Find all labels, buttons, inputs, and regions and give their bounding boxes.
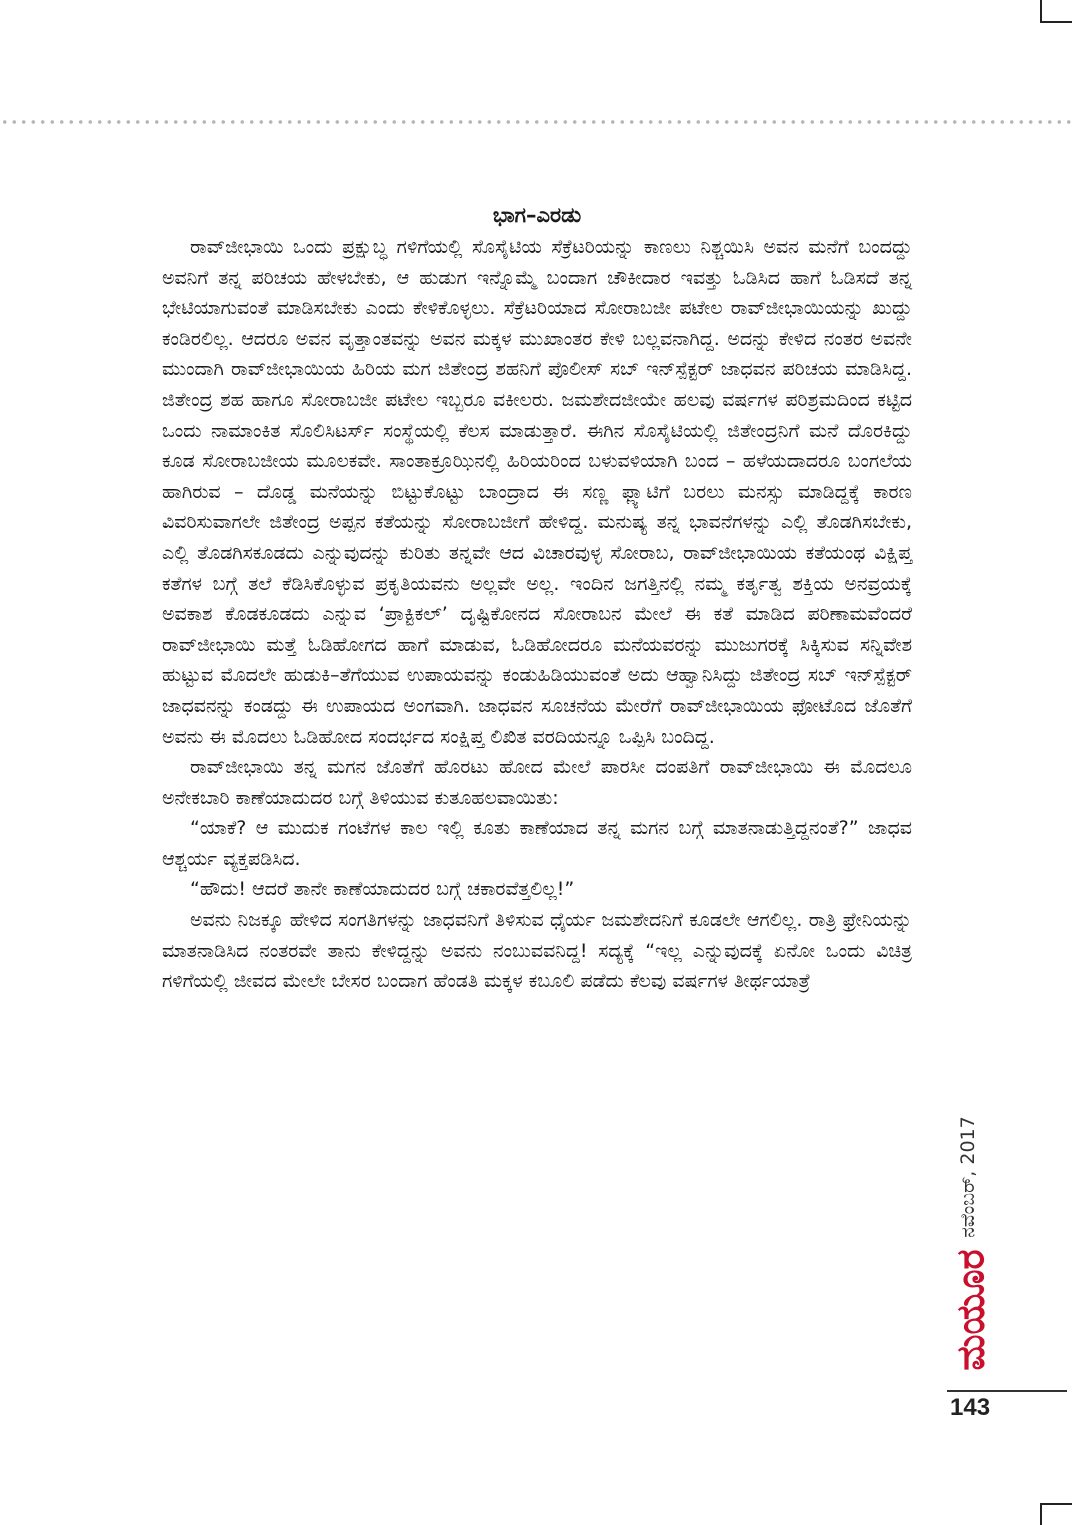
crop-mark-bottom-horizontal: [1040, 1503, 1072, 1505]
issue-date: [950, 1097, 986, 1257]
crop-mark-bottom-vertical: [1040, 1503, 1042, 1525]
crop-mark-top-horizontal: [1040, 21, 1072, 23]
crop-mark-top-vertical: [1040, 0, 1042, 22]
magazine-logo: [948, 1240, 994, 1380]
page-number-rule: [947, 1390, 1067, 1392]
paragraph-4: “ಹೌದು! ಆದರೆ ತಾನೇ ಕಾಣೆಯಾದುದರ ಬಗ್ಗೆ ಚಕಾರವೆತ್ತಲಿಲ್ಲ!”: [190, 878, 575, 901]
paragraph-3: “ಯಾಕೆ? ಆ ಮುದುಕ ಗಂಟೆಗಳ ಕಾಲ ಇಲ್ಲಿ ಕೂತು ಕಾಣೆಯಾದ ತನ್ನ ಮಗನ ಬಗ್ಗೆ ಮಾತನಾಡುತ್ತಿದ್ದನಂತೆ?” ಜಾಧವ ಆಶ್ಚರ್ಯ ವ್ಯಕ್ತಪಡಿಸಿದ.: [162, 817, 912, 870]
paragraph-5: ಅವನು ನಿಜಕ್ಕೂ ಹೇಳಿದ ಸಂಗತಿಗಳನ್ನು ಜಾಧವನಿಗೆ ತಿಳಿಸುವ ಧೈರ್ಯ ಜಮಶೇದನಿಗೆ ಕೂಡಲೇ ಆಗಲಿಲ್ಲ. ರಾತ್ರಿ ಫ್ರೇನಿಯನ್ನು ಮಾತನಾಡಿಸಿದ ನಂತರವೇ ತಾನು ಕೇಳಿದ್ದನ್ನು ಅವನು ನಂಬುವವನಿದ್ದ! ಸದ್ಯಕ್ಕೆ “ಇಲ್ಲ ಎನ್ನುವುದಕ್ಕೆ ಏನೋ ಒಂದು ವಿಚಿತ್ರ ಗಳಿಗೆಯಲ್ಲಿ ಜೀವದ ಮೇಲೇ ಬೇಸರ ಬಂದಾಗ ಹೆಂಡತಿ ಮಕ್ಕಳ ಕಬೂಲಿ ಪಡೆದು ಕೆಲವು ವರ್ಷಗಳ ತೀರ್ಥಯಾತ್ರೆ: [162, 909, 912, 993]
article-body: [162, 200, 912, 997]
dotted-separator: [0, 119, 1072, 125]
magazine-name-text: ಮಯೂರ: [948, 1249, 993, 1371]
issue-date-text: ನವೆಂಬರ್, 2017: [957, 1116, 979, 1238]
section-title: ಭಾಗ–ಎರಡು: [492, 203, 582, 227]
paragraph-1: ರಾವ್‌ಜೀಭಾಯಿ ಒಂದು ಪ್ರಕ್ಷುಬ್ಧ ಗಳಿಗೆಯಲ್ಲಿ ಸೊಸೈಟಿಯ ಸೆಕ್ರೆಟರಿಯನ್ನು ಕಾಣಲು ನಿಶ್ಚಯಿಸಿ ಅವನ ಮನೆಗೆ ಬಂದದ್ದು ಅವನಿಗೆ ತನ್ನ ಪರಿಚಯ ಹೇಳಬೇಕು, ಆ ಹುಡುಗ ಇನ್ನೊಮ್ಮೆ ಬಂದಾಗ ಚೌಕೀದಾರ ಇವತ್ತು ಓಡಿಸಿದ ಹಾಗೆ ಓಡಿಸದೆ ತನ್ನ ಭೇಟಿಯಾಗುವಂತೆ ಮಾಡಿಸಬೇಕು ಎಂದು ಕೇಳಿಕೊಳ್ಳಲು. ಸೆಕ್ರೆಟರಿಯಾದ ಸೋರಾಬಜೀ ಪಟೇಲ ರಾವ್‌ಜೀಭಾಯಿಯನ್ನು ಖುದ್ದು ಕಂಡಿರಲಿಲ್ಲ. ಆದರೂ ಅವನ ವೃತ್ತಾಂತವನ್ನು ಅವನ ಮಕ್ಕಳ ಮುಖಾಂತರ ಕೇಳಿ ಬಲ್ಲವನಾಗಿದ್ದ. ಅದನ್ನು ಕೇಳಿದ ನಂತರ ಅವನೇ ಮುಂದಾಗಿ ರಾವ್‌ಜೀಭಾಯಿಯ ಹಿರಿಯ ಮಗ ಜಿತೇಂದ್ರ ಶಹನಿಗೆ ಪೊಲೀಸ್ ಸಬ್ ಇನ್‌ಸ್ಪೆಕ್ಟರ್ ಜಾಧವನ ಪರಿಚಯ ಮಾಡಿಸಿದ್ದ. ಜಿತೇಂದ್ರ ಶಹ ಹಾಗೂ ಸೋರಾಬಜೀ ಪಟೇಲ ಇಬ್ಬರೂ ವಕೀಲರು. ಜಮಶೇದಜೀಯೇ ಹಲವು ವರ್ಷಗಳ ಪರಿಶ್ರಮದಿಂದ ಕಟ್ಟಿದ ಒಂದು ನಾಮಾಂಕಿತ ಸೊಲಿಸಿಟರ್ಸ್ ಸಂಸ್ಥೆಯಲ್ಲಿ ಕೆಲಸ ಮಾಡುತ್ತಾರೆ. ಈಗಿನ ಸೊಸೈಟಿಯಲ್ಲಿ ಜಿತೇಂದ್ರನಿಗೆ ಮನೆ ದೊರಕಿದ್ದು ಕೂಡ ಸೋರಾಬಜೀಯ ಮೂಲಕವೇ. ಸಾಂತಾಕ್ರೂಝಿನಲ್ಲಿ ಹಿರಿಯರಿಂದ ಬಳುವಳಿಯಾಗಿ ಬಂದ – ಹಳೆಯದಾದರೂ ಬಂಗಲೆಯ ಹಾಗಿರುವ – ದೊಡ್ಡ ಮನೆಯನ್ನು ಬಿಟ್ಟುಕೊಟ್ಟು ಬಾಂದ್ರಾದ ಈ ಸಣ್ಣ ಫ್ಲ್ಯಾಟಿಗೆ ಬರಲು ಮನಸ್ಸು ಮಾಡಿದ್ದಕ್ಕೆ ಕಾರಣ ವಿವರಿಸುವಾಗಲೇ ಜಿತೇಂದ್ರ ಅಪ್ಪನ ಕತೆಯನ್ನು ಸೋರಾಬಜೀಗೆ ಹೇಳಿದ್ದ. ಮನುಷ್ಯ ತನ್ನ ಭಾವನೆಗಳನ್ನು ಎಲ್ಲಿ ತೊಡಗಿಸಬೇಕು, ಎಲ್ಲಿ ತೊಡಗಿಸಕೂಡದು ಎನ್ನುವುದನ್ನು ಕುರಿತು ತನ್ನವೇ ಆದ ವಿಚಾರವುಳ್ಳ ಸೋರಾಬ, ರಾವ್‌ಜೀಭಾಯಿಯ ಕತೆಯಂಥ ವಿಕ್ಷಿಪ್ತ ಕತೆಗಳ ಬಗ್ಗೆ ತಲೆ ಕೆಡಿಸಿಕೊಳ್ಳುವ ಪ್ರಕೃತಿಯವನು ಅಲ್ಲವೇ ಅಲ್ಲ. ಇಂದಿನ ಜಗತ್ತಿನಲ್ಲಿ ನಮ್ಮ ಕರ್ತೃತ್ವ ಶಕ್ತಿಯ ಅನವ್ರಯಕ್ಕೆ ಅವಕಾಶ ಕೊಡಕೂಡದು ಎನ್ನುವ ‘ಪ್ರಾಕ್ಟಿಕಲ್’ ದೃಷ್ಟಿಕೋನದ ಸೋರಾಬನ ಮೇಲೆ ಈ ಕತೆ ಮಾಡಿದ ಪರಿಣಾಮವೆಂದರೆ ರಾವ್‌ಜೀಭಾಯಿ ಮತ್ತೆ ಓಡಿಹೋಗದ ಹಾಗೆ ಮಾಡುವ, ಓಡಿಹೋದರೂ ಮನೆಯವರನ್ನು ಮುಜುಗರಕ್ಕೆ ಸಿಕ್ಕಿಸುವ ಸನ್ನಿವೇಶ ಹುಟ್ಟುವ ಮೊದಲೇ ಹುಡುಕಿ–ತೆಗೆಯುವ ಉಪಾಯವನ್ನು ಕಂಡುಹಿಡಿಯುವಂತೆ ಅದು ಆಹ್ವಾನಿಸಿದ್ದು ಜಿತೇಂದ್ರ ಸಬ್ ಇನ್‌ಸ್ಪೆಕ್ಟರ್ ಜಾಧವನನ್ನು ಕಂಡದ್ದು ಈ ಉಪಾಯದ ಅಂಗವಾಗಿ. ಜಾಧವನ ಸೂಚನೆಯ ಮೇರೆಗೆ ರಾವ್‌ಜೀಭಾಯಿಯ ಫೋಟೊದ ಜೊತೆಗೆ ಅವನು ಈ ಮೊದಲು ಓಡಿಹೋದ ಸಂದರ್ಭದ ಸಂಕ್ಷಿಪ್ತ ಲಿಖಿತ ವರದಿಯನ್ನೂ ಒಪ್ಪಿಸಿ ಬಂದಿದ್ದ.: [162, 236, 912, 748]
page-number: 143: [950, 1394, 991, 1421]
paragraph-2: ರಾವ್‌ಜೀಭಾಯಿ ತನ್ನ ಮಗನ ಜೊತೆಗೆ ಹೊರಟು ಹೋದ ಮೇಲೆ ಪಾರಸೀ ದಂಪತಿಗೆ ರಾವ್‌ಜೀಭಾಯಿ ಈ ಮೊದಲೂ ಅನೇಕಬಾರಿ ಕಾಣೆಯಾದುದರ ಬಗ್ಗೆ ತಿಳಿಯುವ ಕುತೂಹಲವಾಯಿತು:: [162, 756, 912, 809]
